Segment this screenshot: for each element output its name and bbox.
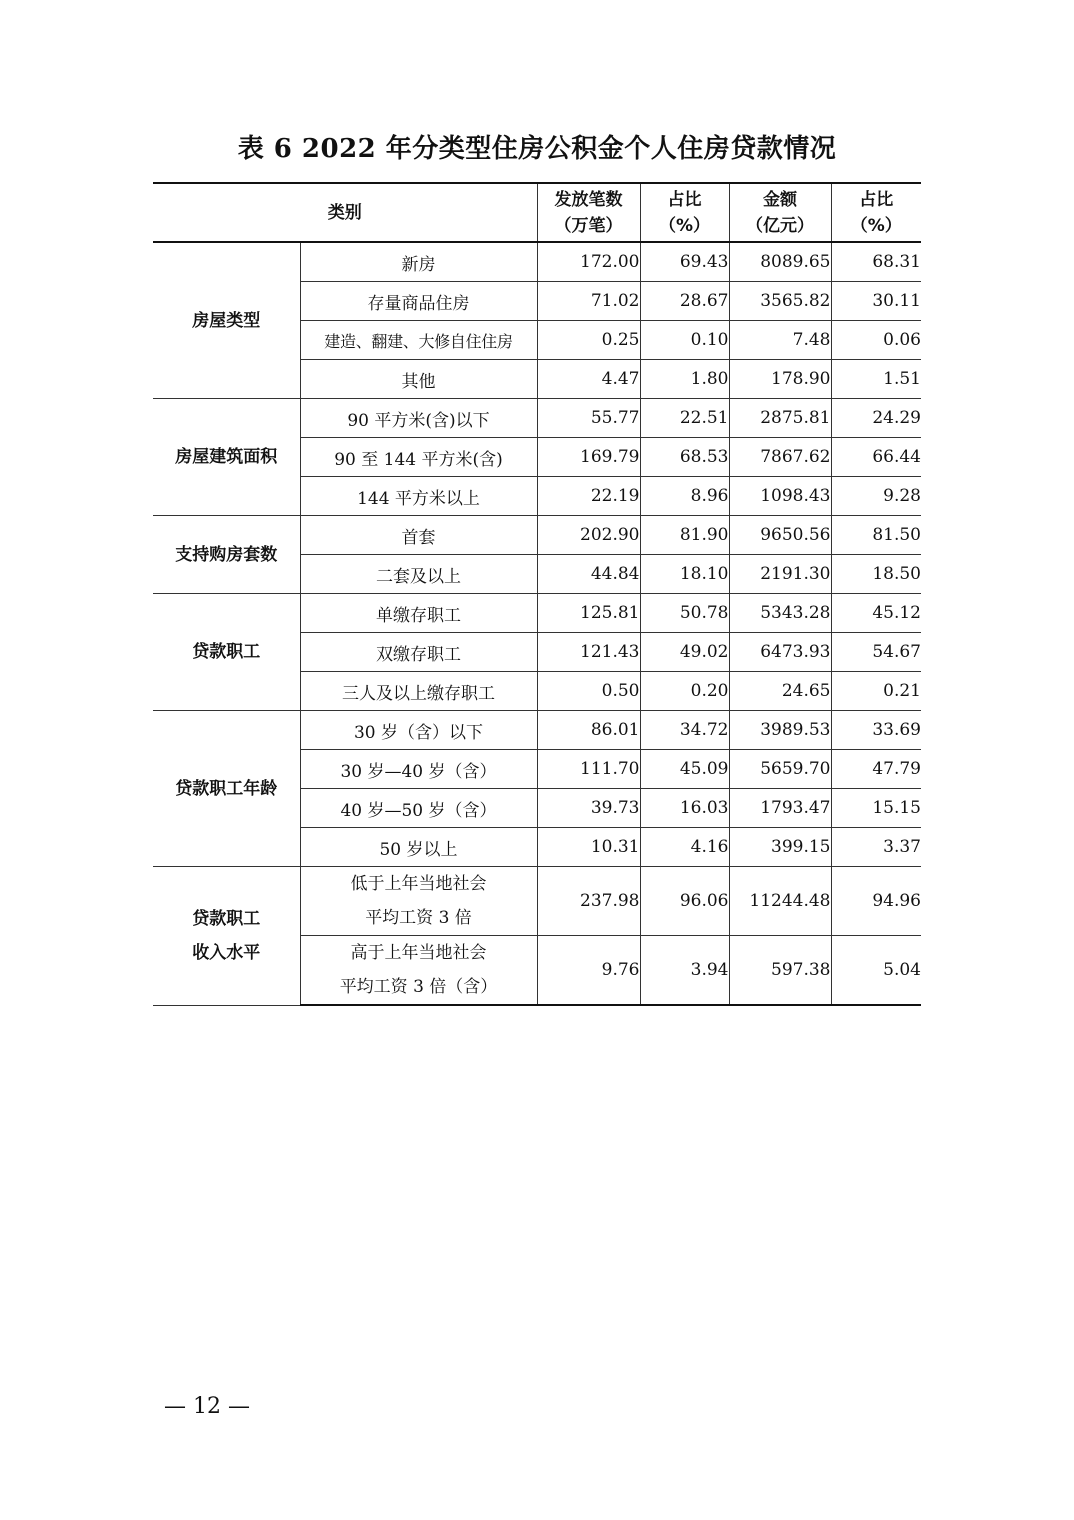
- header-amount-share: 占比 （%）: [831, 183, 921, 242]
- group-label: 贷款职工: [153, 594, 300, 711]
- count-share-cell: 0.10: [640, 321, 729, 360]
- count-cell: 111.70: [537, 750, 640, 789]
- row-label: 双缴存职工: [300, 633, 537, 672]
- count-share-cell: 34.72: [640, 711, 729, 750]
- table-row: [153, 594, 921, 633]
- count-share-cell: 8.96: [640, 477, 729, 516]
- count-cell: 71.02: [537, 282, 640, 321]
- count-cell: 10.31: [537, 828, 640, 867]
- row-label: 40 岁—50 岁（含）: [300, 789, 537, 828]
- group-label: 支持购房套数: [153, 516, 300, 594]
- count-share-cell: 22.51: [640, 399, 729, 438]
- count-share-cell: 16.03: [640, 789, 729, 828]
- count-cell: 202.90: [537, 516, 640, 555]
- count-cell: 237.98: [537, 867, 640, 936]
- amount-share-cell: 68.31: [831, 242, 921, 282]
- group-label: 房屋建筑面积: [153, 399, 300, 516]
- amount-cell: 399.15: [729, 828, 831, 867]
- count-cell: 169.79: [537, 438, 640, 477]
- row-label: 低于上年当地社会 平均工资 3 倍: [300, 867, 537, 936]
- count-cell: 0.50: [537, 672, 640, 711]
- amount-share-cell: 24.29: [831, 399, 921, 438]
- row-label: 30 岁—40 岁（含）: [300, 750, 537, 789]
- count-cell: 39.73: [537, 789, 640, 828]
- row-label: 新房: [300, 242, 537, 282]
- amount-share-cell: 1.51: [831, 360, 921, 399]
- table-row: [153, 516, 921, 555]
- amount-cell: 7.48: [729, 321, 831, 360]
- row-label: 存量商品住房: [300, 282, 537, 321]
- row-label: 90 至 144 平方米(含): [300, 438, 537, 477]
- amount-share-cell: 9.28: [831, 477, 921, 516]
- amount-cell: 3565.82: [729, 282, 831, 321]
- group-label: 房屋类型: [153, 242, 300, 399]
- count-cell: 4.47: [537, 360, 640, 399]
- group-label: 贷款职工 收入水平: [153, 867, 300, 1006]
- amount-cell: 2875.81: [729, 399, 831, 438]
- row-label: 高于上年当地社会 平均工资 3 倍（含）: [300, 936, 537, 1006]
- amount-share-cell: 0.06: [831, 321, 921, 360]
- header-count: 发放笔数 （万笔）: [537, 183, 640, 242]
- amount-cell: 5659.70: [729, 750, 831, 789]
- count-cell: 55.77: [537, 399, 640, 438]
- amount-share-cell: 18.50: [831, 555, 921, 594]
- amount-share-cell: 33.69: [831, 711, 921, 750]
- amount-cell: 597.38: [729, 936, 831, 1006]
- amount-share-cell: 81.50: [831, 516, 921, 555]
- count-share-cell: 18.10: [640, 555, 729, 594]
- amount-cell: 24.65: [729, 672, 831, 711]
- amount-share-cell: 30.11: [831, 282, 921, 321]
- count-share-cell: 81.90: [640, 516, 729, 555]
- amount-share-cell: 15.15: [831, 789, 921, 828]
- row-label: 50 岁以上: [300, 828, 537, 867]
- count-share-cell: 28.67: [640, 282, 729, 321]
- amount-cell: 5343.28: [729, 594, 831, 633]
- count-cell: 121.43: [537, 633, 640, 672]
- row-label: 单缴存职工: [300, 594, 537, 633]
- row-label: 三人及以上缴存职工: [300, 672, 537, 711]
- row-label: 90 平方米(含)以下: [300, 399, 537, 438]
- count-cell: 0.25: [537, 321, 640, 360]
- table-header-row: [153, 183, 921, 242]
- amount-share-cell: 45.12: [831, 594, 921, 633]
- amount-cell: 2191.30: [729, 555, 831, 594]
- amount-share-cell: 94.96: [831, 867, 921, 936]
- count-cell: 22.19: [537, 477, 640, 516]
- amount-cell: 7867.62: [729, 438, 831, 477]
- row-label: 建造、翻建、大修自住住房: [300, 321, 537, 360]
- amount-share-cell: 0.21: [831, 672, 921, 711]
- amount-share-cell: 47.79: [831, 750, 921, 789]
- header-count-share: 占比 （%）: [640, 183, 729, 242]
- header-category: 类别: [153, 183, 537, 242]
- count-share-cell: 50.78: [640, 594, 729, 633]
- loan-table: [153, 182, 921, 1006]
- amount-cell: 11244.48: [729, 867, 831, 936]
- amount-cell: 1098.43: [729, 477, 831, 516]
- count-share-cell: 69.43: [640, 242, 729, 282]
- amount-cell: 8089.65: [729, 242, 831, 282]
- row-label: 首套: [300, 516, 537, 555]
- table-row: [153, 711, 921, 750]
- amount-cell: 6473.93: [729, 633, 831, 672]
- amount-share-cell: 66.44: [831, 438, 921, 477]
- row-label: 144 平方米以上: [300, 477, 537, 516]
- count-share-cell: 45.09: [640, 750, 729, 789]
- header-amount: 金额 （亿元）: [729, 183, 831, 242]
- group-label: 贷款职工年龄: [153, 711, 300, 867]
- page-number: — 12 —: [164, 1394, 250, 1419]
- table-row: [153, 399, 921, 438]
- count-share-cell: 4.16: [640, 828, 729, 867]
- count-share-cell: 1.80: [640, 360, 729, 399]
- count-share-cell: 0.20: [640, 672, 729, 711]
- amount-cell: 1793.47: [729, 789, 831, 828]
- page-title: 表 6 2022 年分类型住房公积金个人住房贷款情况: [237, 134, 837, 164]
- row-label: 其他: [300, 360, 537, 399]
- amount-share-cell: 3.37: [831, 828, 921, 867]
- row-label: 二套及以上: [300, 555, 537, 594]
- table-row: [153, 242, 921, 282]
- count-share-cell: 96.06: [640, 867, 729, 936]
- count-cell: 9.76: [537, 936, 640, 1006]
- count-cell: 86.01: [537, 711, 640, 750]
- count-cell: 172.00: [537, 242, 640, 282]
- amount-cell: 9650.56: [729, 516, 831, 555]
- amount-share-cell: 54.67: [831, 633, 921, 672]
- count-share-cell: 49.02: [640, 633, 729, 672]
- table-row: [153, 867, 921, 936]
- amount-share-cell: 5.04: [831, 936, 921, 1006]
- amount-cell: 178.90: [729, 360, 831, 399]
- count-cell: 125.81: [537, 594, 640, 633]
- count-share-cell: 3.94: [640, 936, 729, 1006]
- count-cell: 44.84: [537, 555, 640, 594]
- row-label: 30 岁（含）以下: [300, 711, 537, 750]
- amount-cell: 3989.53: [729, 711, 831, 750]
- count-share-cell: 68.53: [640, 438, 729, 477]
